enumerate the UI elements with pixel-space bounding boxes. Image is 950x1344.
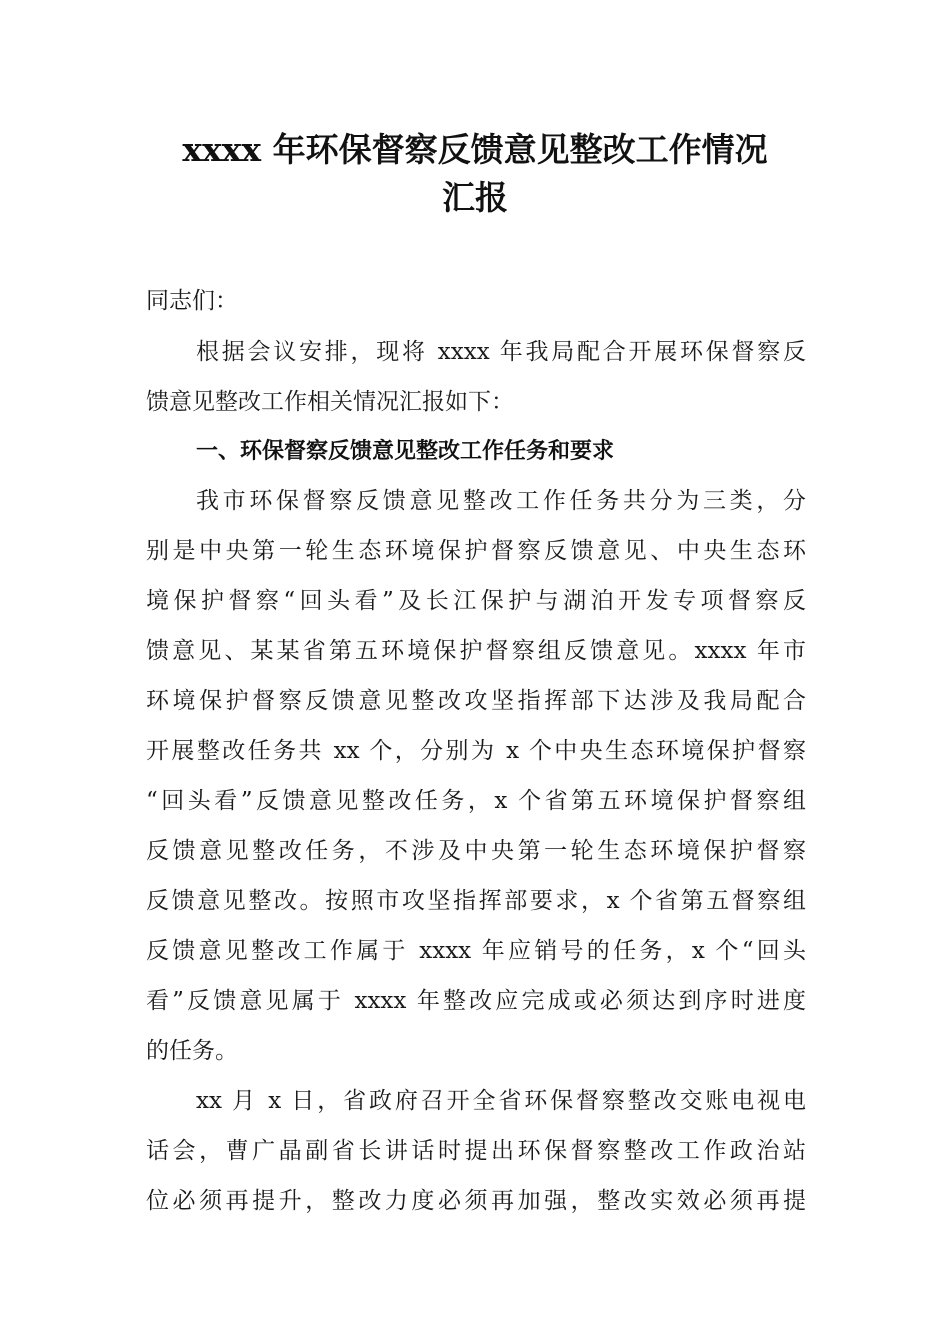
paragraph-2-line: 我市环保督察反馈意见整改工作任务共分为三类，分 [196,488,806,514]
paragraph-2-line: 开展整改任务共 xx 个，分别为 x 个中央生态环境保护督察 [146,738,806,764]
paragraph-2-line: 反馈意见整改任务，不涉及中央第一轮生态环境保护督察 [146,838,806,864]
document-title-line-2: 汇报 [442,178,508,217]
paragraph-2-line: 的任务。 [146,1038,238,1064]
paragraph-2-line: 境保护督察“回头看”及长江保护与湖泊开发专项督察反 [146,588,806,614]
salutation: 同志们： [146,288,238,314]
paragraph-2-line: 反馈意见整改工作属于 xxxx 年应销号的任务，x 个“回头 [146,938,806,964]
paragraph-2-line: “回头看”反馈意见整改任务，x 个省第五环境保护督察组 [146,788,806,814]
paragraph-2-line: 反馈意见整改。按照市攻坚指挥部要求，x 个省第五督察组 [146,888,806,914]
paragraph-2-line: 馈意见、某某省第五环境保护督察组反馈意见。xxxx 年市 [146,638,806,664]
paragraph-3-line: xx 月 x 日，省政府召开全省环保督察整改交账电视电 [196,1088,806,1114]
paragraph-3-line: 话会，曹广晶副省长讲话时提出环保督察整改工作政治站 [146,1138,806,1164]
paragraph-2-line: 环境保护督察反馈意见整改攻坚指挥部下达涉及我局配合 [146,688,806,714]
paragraph-1-line: 根据会议安排，现将 xxxx 年我局配合开展环保督察反 [196,339,806,365]
document-title-line-1: xxxx 年环保督察反馈意见整改工作情况 [182,130,768,169]
paragraph-2-line: 别是中央第一轮生态环境保护督察反馈意见、中央生态环 [146,538,806,564]
paragraph-2-line: 看”反馈意见属于 xxxx 年整改应完成或必须达到序时进度 [146,988,806,1014]
paragraph-3-line: 位必须再提升，整改力度必须再加强，整改实效必须再提 [146,1188,806,1214]
section-heading-1: 一、环保督察反馈意见整改工作任务和要求 [196,439,615,464]
paragraph-1-line: 馈意见整改工作相关情况汇报如下： [146,389,514,415]
